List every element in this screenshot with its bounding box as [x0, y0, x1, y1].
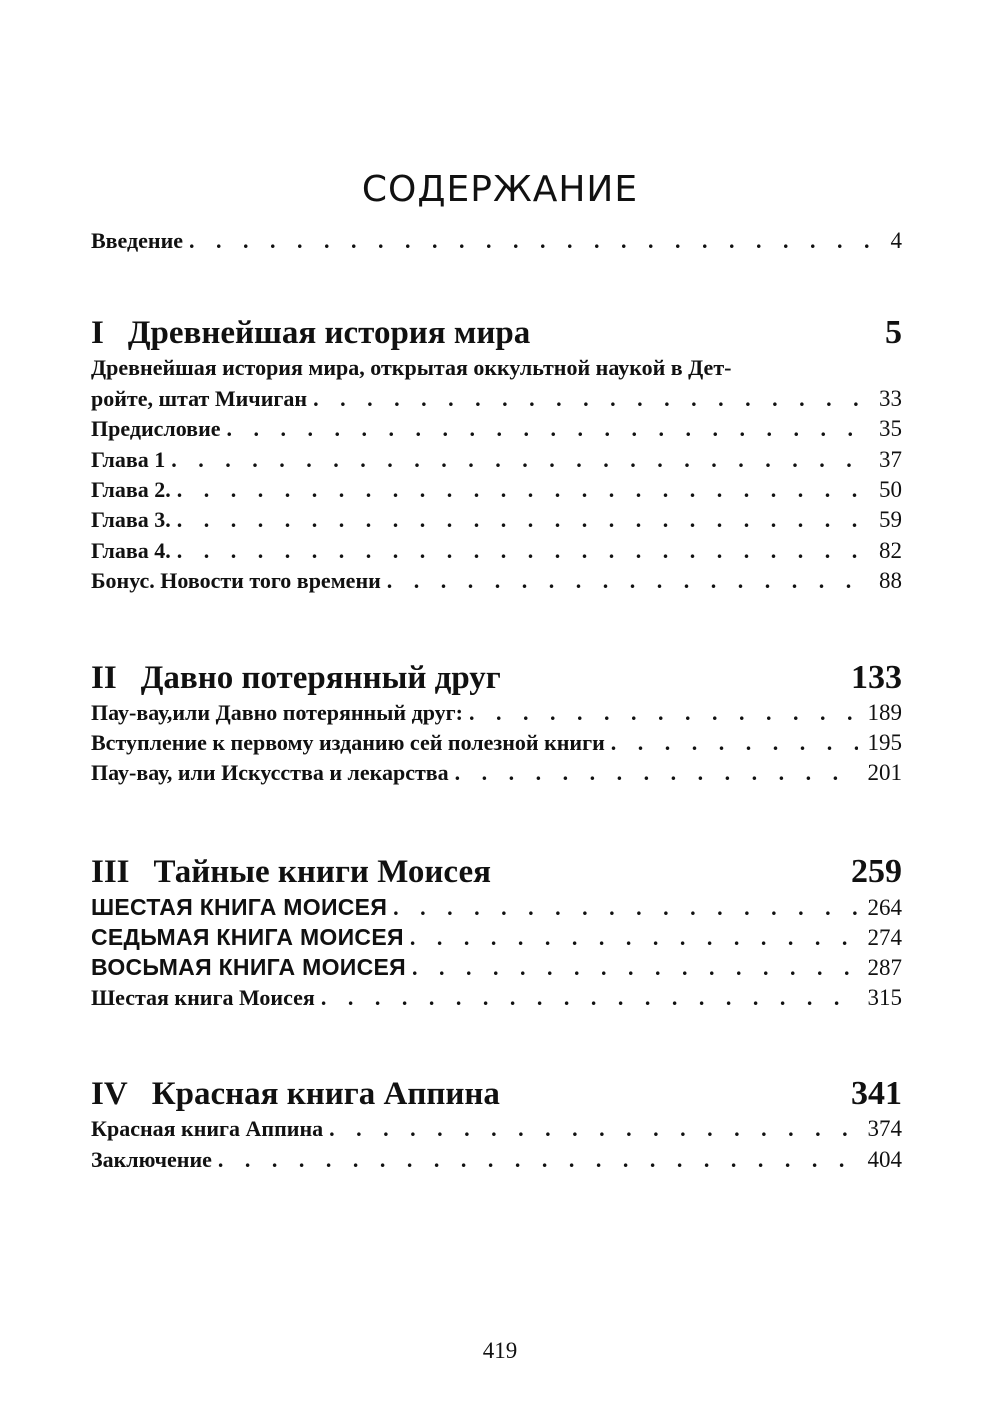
toc-entry[interactable]	[91, 892, 902, 922]
dot-leader	[177, 536, 869, 566]
toc-entry-label: Предисловие	[91, 416, 221, 442]
toc-entry[interactable]	[91, 475, 902, 505]
part-roman-numeral: I	[91, 315, 104, 352]
part-title: Тайные книги Моисея	[153, 853, 491, 890]
toc-entry[interactable]	[91, 566, 902, 596]
table-of-contents	[91, 226, 902, 1175]
part-page: 5	[885, 314, 902, 352]
dot-leader	[469, 698, 858, 728]
toc-entry[interactable]	[91, 758, 902, 788]
toc-entry[interactable]	[91, 1114, 902, 1144]
toc-entry-label: Вступление к первому изданию сей полезной книги	[91, 729, 605, 755]
toc-entry[interactable]	[91, 983, 902, 1013]
toc-entry-label: Бонус. Новости того времени	[91, 568, 381, 594]
dot-leader	[387, 566, 869, 596]
toc-entry-page: 33	[879, 385, 902, 411]
toc-entry-page: 404	[867, 1146, 902, 1172]
dot-leader	[412, 953, 857, 983]
dot-leader	[177, 505, 869, 535]
toc-entry-label: Красная книга Аппина	[91, 1116, 324, 1142]
part-roman-numeral: III	[91, 853, 130, 890]
part-heading-2[interactable]	[91, 658, 902, 698]
toc-entry-label-line1: Древнейшая история мира, открытая оккультной наукой в Дет-	[91, 355, 732, 381]
part-roman-numeral: IV	[91, 1076, 128, 1113]
toc-entry-page: 201	[867, 760, 902, 786]
toc-entry-page: 4	[890, 228, 902, 253]
part-heading-1[interactable]	[91, 313, 902, 353]
toc-entry-page: 189	[867, 699, 902, 725]
dot-leader	[218, 1145, 858, 1175]
toc-entry-label: Введение	[91, 228, 184, 253]
dot-leader	[189, 226, 880, 256]
page-title: СОДЕРЖАНИЕ	[361, 169, 639, 210]
toc-entry[interactable]	[91, 384, 902, 414]
toc-entry[interactable]	[91, 505, 902, 535]
toc-entry-page: 264	[867, 894, 902, 920]
toc-entry-page: 315	[867, 984, 902, 1010]
toc-entry-intro[interactable]	[91, 226, 902, 256]
toc-entry-page: 287	[867, 955, 902, 981]
part-page: 259	[851, 852, 902, 890]
toc-entry-label: Глава 3.	[91, 507, 171, 533]
toc-entry-page: 50	[879, 476, 902, 502]
part-roman-numeral: II	[91, 659, 117, 696]
toc-entry[interactable]	[91, 1145, 902, 1175]
toc-entry-label: Шестая книга Моисея	[91, 984, 315, 1010]
toc-entry-page: 82	[879, 537, 902, 563]
toc-entry[interactable]	[91, 414, 902, 444]
toc-entry-label: Заключение	[91, 1146, 212, 1172]
part-title: Древнейшая история мира	[127, 315, 531, 352]
toc-entry[interactable]	[91, 536, 902, 566]
toc-entry-label: ВОСЬМАЯ КНИГА МОИСЕЯ	[91, 954, 407, 981]
toc-entry-label: ройте, штат Мичиган	[91, 385, 308, 411]
toc-entry-page: 88	[879, 568, 902, 594]
toc-entry-page: 374	[867, 1116, 902, 1142]
dot-leader	[410, 923, 858, 953]
part-heading-3[interactable]	[91, 852, 902, 892]
dot-leader	[313, 384, 869, 414]
page-number: 419	[482, 1338, 518, 1363]
dot-leader	[455, 758, 858, 788]
toc-entry[interactable]	[91, 922, 902, 952]
part-title: Красная книга Аппина	[151, 1076, 500, 1113]
part-page: 341	[851, 1075, 902, 1113]
part-page: 133	[851, 658, 902, 696]
toc-entry-page: 35	[879, 416, 902, 442]
dot-leader	[321, 983, 858, 1013]
toc-entry-label: Глава 1	[91, 446, 166, 472]
dot-leader	[227, 414, 869, 444]
toc-entry-page: 195	[867, 729, 902, 755]
dot-leader	[171, 445, 869, 475]
toc-entry[interactable]	[91, 445, 902, 475]
toc-entry-page: 37	[879, 446, 902, 472]
dot-leader	[177, 475, 869, 505]
toc-entry[interactable]	[91, 698, 902, 728]
toc-entry-label: Пау-вау, или Искусства и лекарства	[91, 760, 449, 786]
dot-leader	[611, 728, 858, 758]
part-title: Давно потерянный друг	[140, 659, 501, 696]
toc-entry-label: ШЕСТАЯ КНИГА МОИСЕЯ	[91, 893, 388, 920]
toc-entry[interactable]	[91, 728, 902, 758]
toc-entry-page: 274	[867, 925, 902, 951]
toc-entry-label: Пау-вау,или Давно потерянный друг:	[91, 699, 463, 725]
toc-entry-label: Глава 4.	[91, 537, 171, 563]
toc-entry-label: СЕДЬМАЯ КНИГА МОИСЕЯ	[91, 924, 404, 951]
toc-entry-label: Глава 2.	[91, 476, 171, 502]
toc-entry-page: 59	[879, 507, 902, 533]
dot-leader	[329, 1114, 857, 1144]
part-heading-4[interactable]	[91, 1074, 902, 1114]
dot-leader	[393, 893, 857, 923]
toc-entry[interactable]	[91, 952, 902, 982]
